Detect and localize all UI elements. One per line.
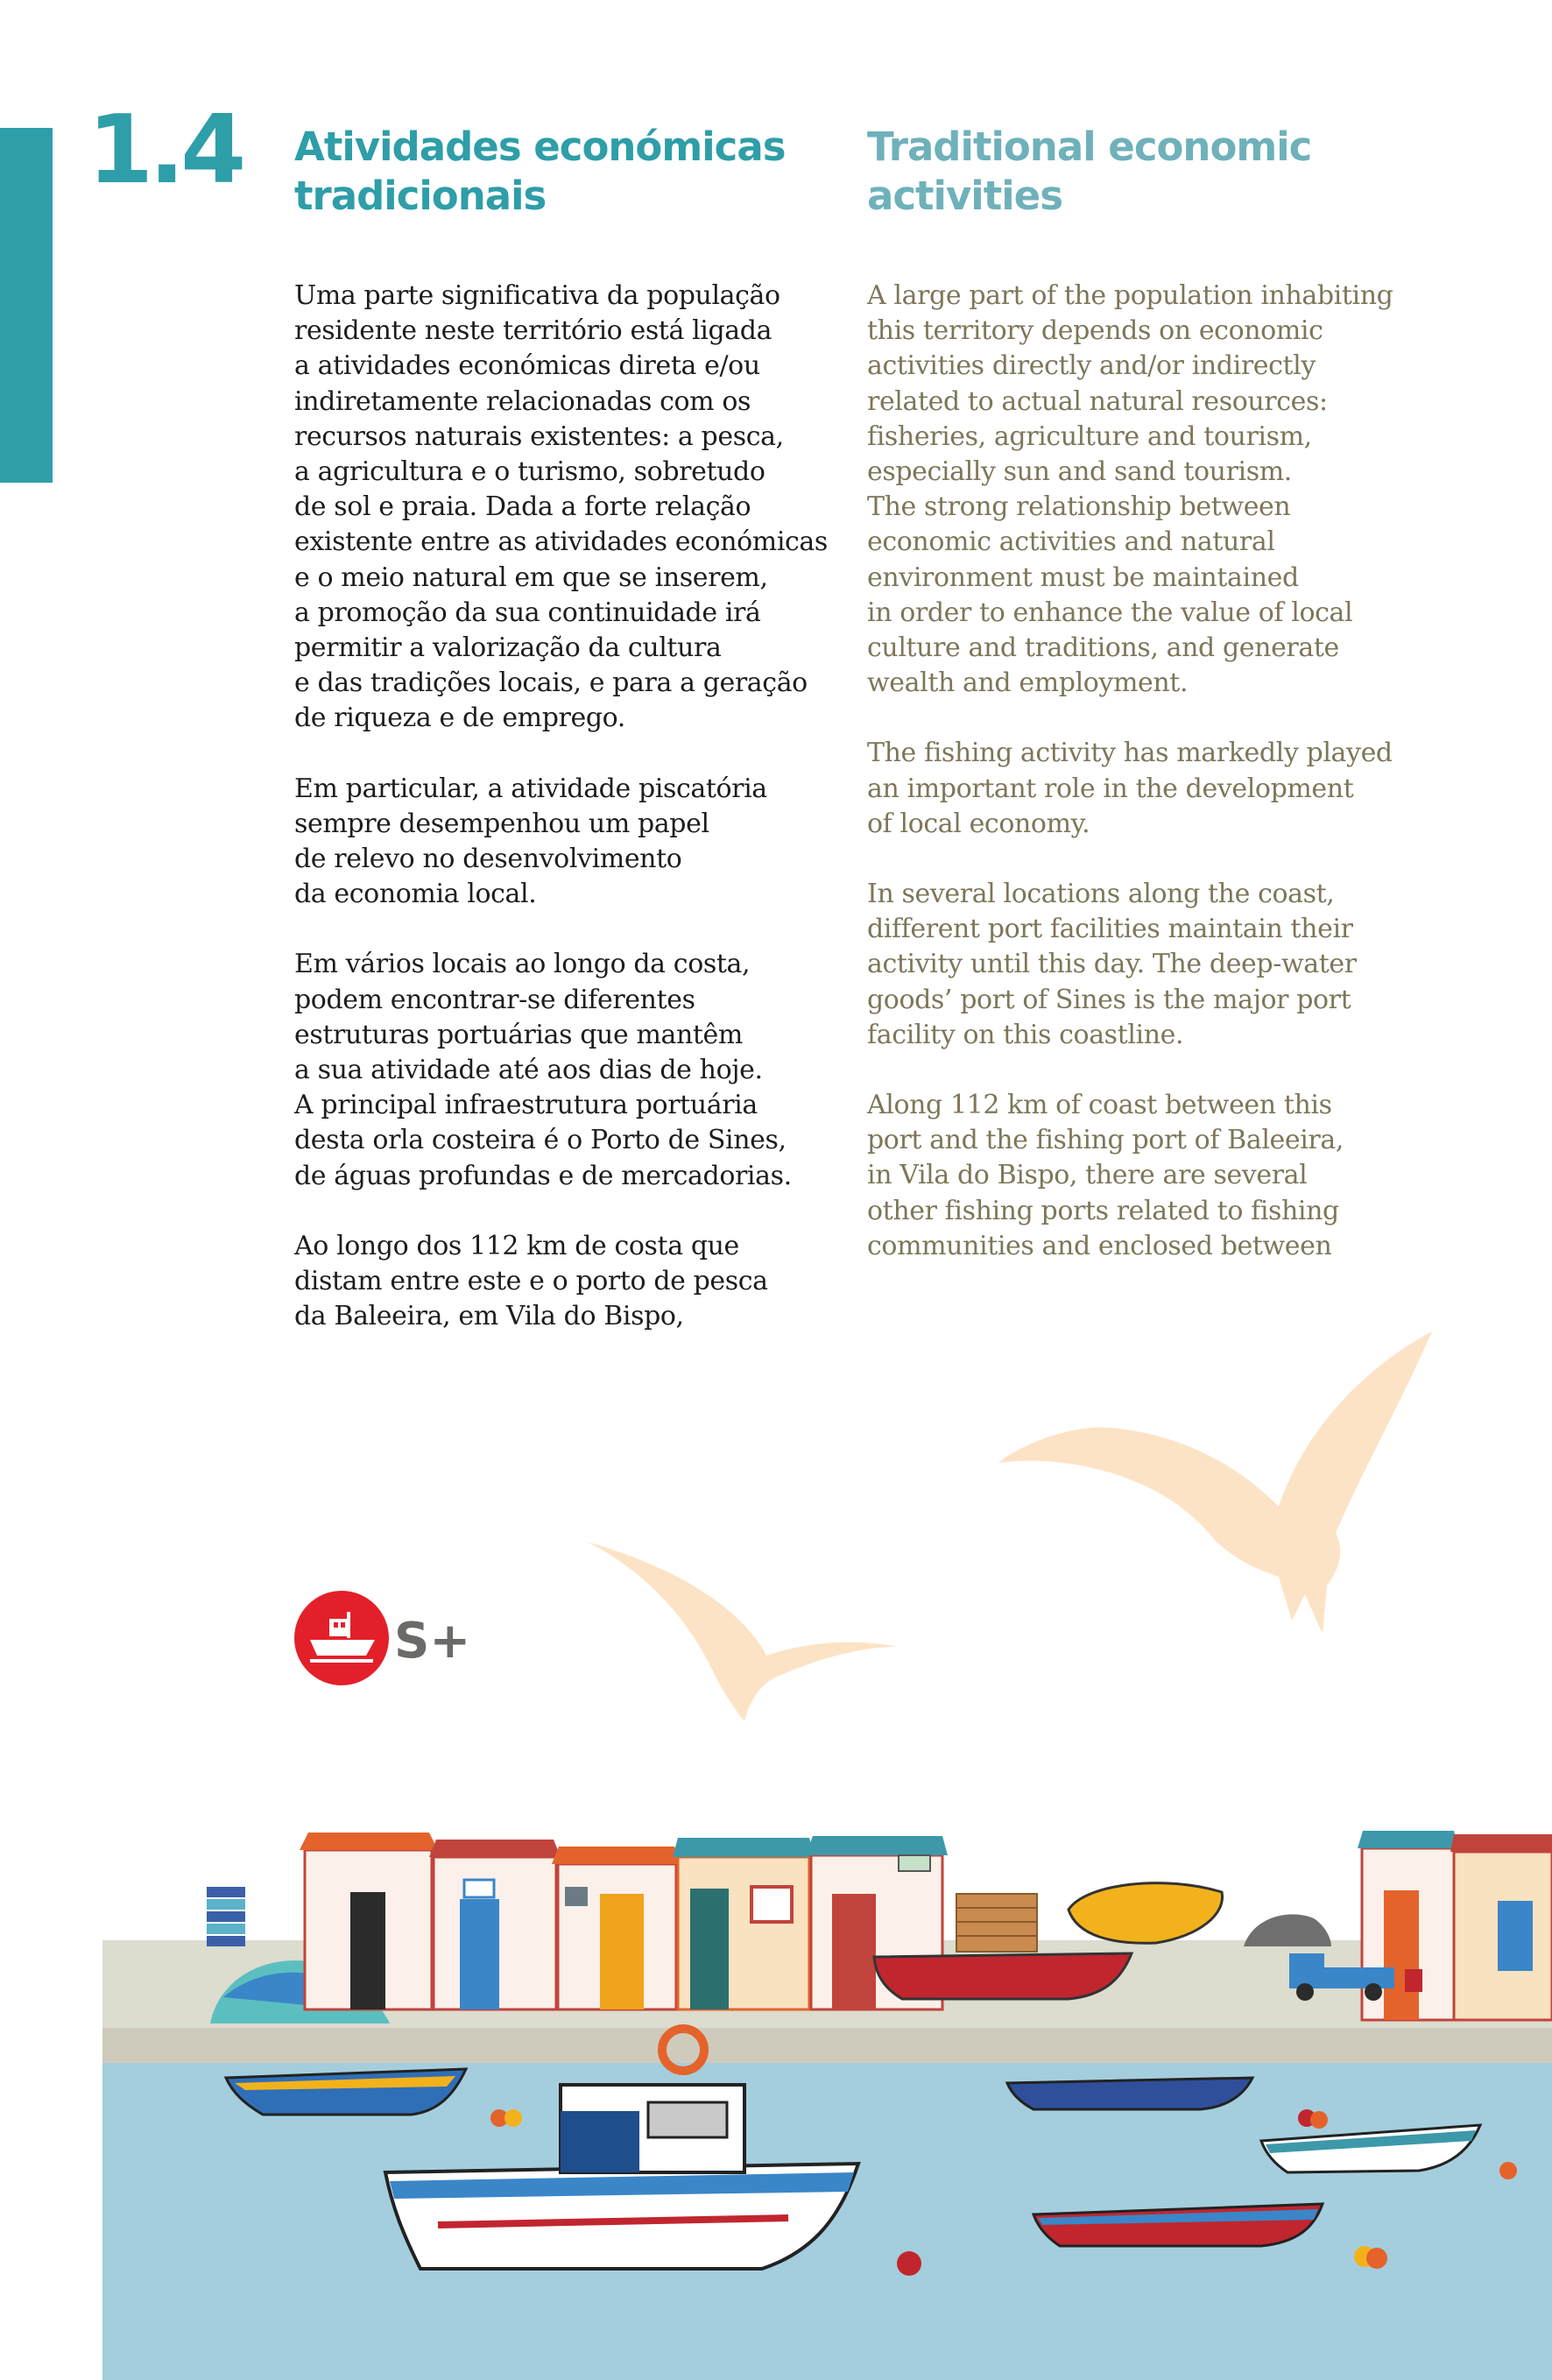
- paragraph-pt: Uma parte significativa da população residente neste território está ligada a atividades económicas direta e/ou indiretamente relacionadas com os recursos naturais existentes: a pesca, a agricultura e o turismo, sobretudo de sol e praia. Dada a forte relação existente entre as atividades económicas e o meio natural em que se inserem, a promoção da sua continuidade irá permitir a valorização da cultura e das tradições locais, e para a geração de riqueza e de emprego.: [294, 280, 828, 734]
- logo-text: S+: [394, 1613, 471, 1670]
- paragraph-en: Along 112 km of coast between this port and the fishing port of Baleeira, in Vila do Bispo, there are several other fishing ports related to fishing communities and enclosed between: [867, 1090, 1344, 1261]
- paragraph-en: The fishing activity has markedly played an important role in the development of local economy.: [867, 738, 1393, 839]
- crate-stack-icon: [207, 1887, 245, 1946]
- wooden-traps: [956, 1894, 1037, 1952]
- paragraph-pt: Em vários locais ao longo da costa, podem encontrar-se diferentes estruturas portuárias que mantêm a sua atividade até aos dias de hoje. A principal infraestrutura portuária desta orla costeira é o Porto de Sines, de águas profundas e de mercadorias.: [294, 949, 792, 1191]
- paragraph-en: A large part of the population inhabiting this territory depends on economic activities directly and/or indirectly related to actual natural resources: fisheries, agriculture and tourism, especially sun and sand tourism. The strong relationship between economic activities and natural environment must be maintained in order to enhance the value of local culture and traditions, and generate wealth and employment.: [867, 280, 1393, 699]
- fishing-harbor-illustration: [0, 1796, 1552, 2380]
- body-text-pt: [294, 279, 837, 1369]
- body-text-en: [867, 279, 1410, 1299]
- paragraph-pt: Ao longo dos 112 km de costa que distam entre este e o porto de pesca da Baleeira, em Vila do Bispo,: [294, 1230, 768, 1332]
- paragraph-en: In several locations along the coast, different port facilities maintain their activity until this day. The deep-water goods’ port of Sines is the major port facility on this coastline.: [867, 879, 1357, 1050]
- section-side-bar: [0, 128, 53, 483]
- section-title-pt: Atividades económicas tradicionais: [294, 124, 786, 219]
- section-title-en: Traditional economic activities: [867, 124, 1312, 219]
- paragraph-pt: Em particular, a atividade piscatória sempre desempenhou um papel de relevo no desenvolvimento da economia local.: [294, 773, 767, 910]
- seagull-large-illustration: [990, 1331, 1445, 1647]
- fishing-boat-logo-icon: [294, 1591, 389, 1685]
- seagull-small-illustration: [587, 1533, 902, 1734]
- section-number: 1.4: [88, 95, 243, 205]
